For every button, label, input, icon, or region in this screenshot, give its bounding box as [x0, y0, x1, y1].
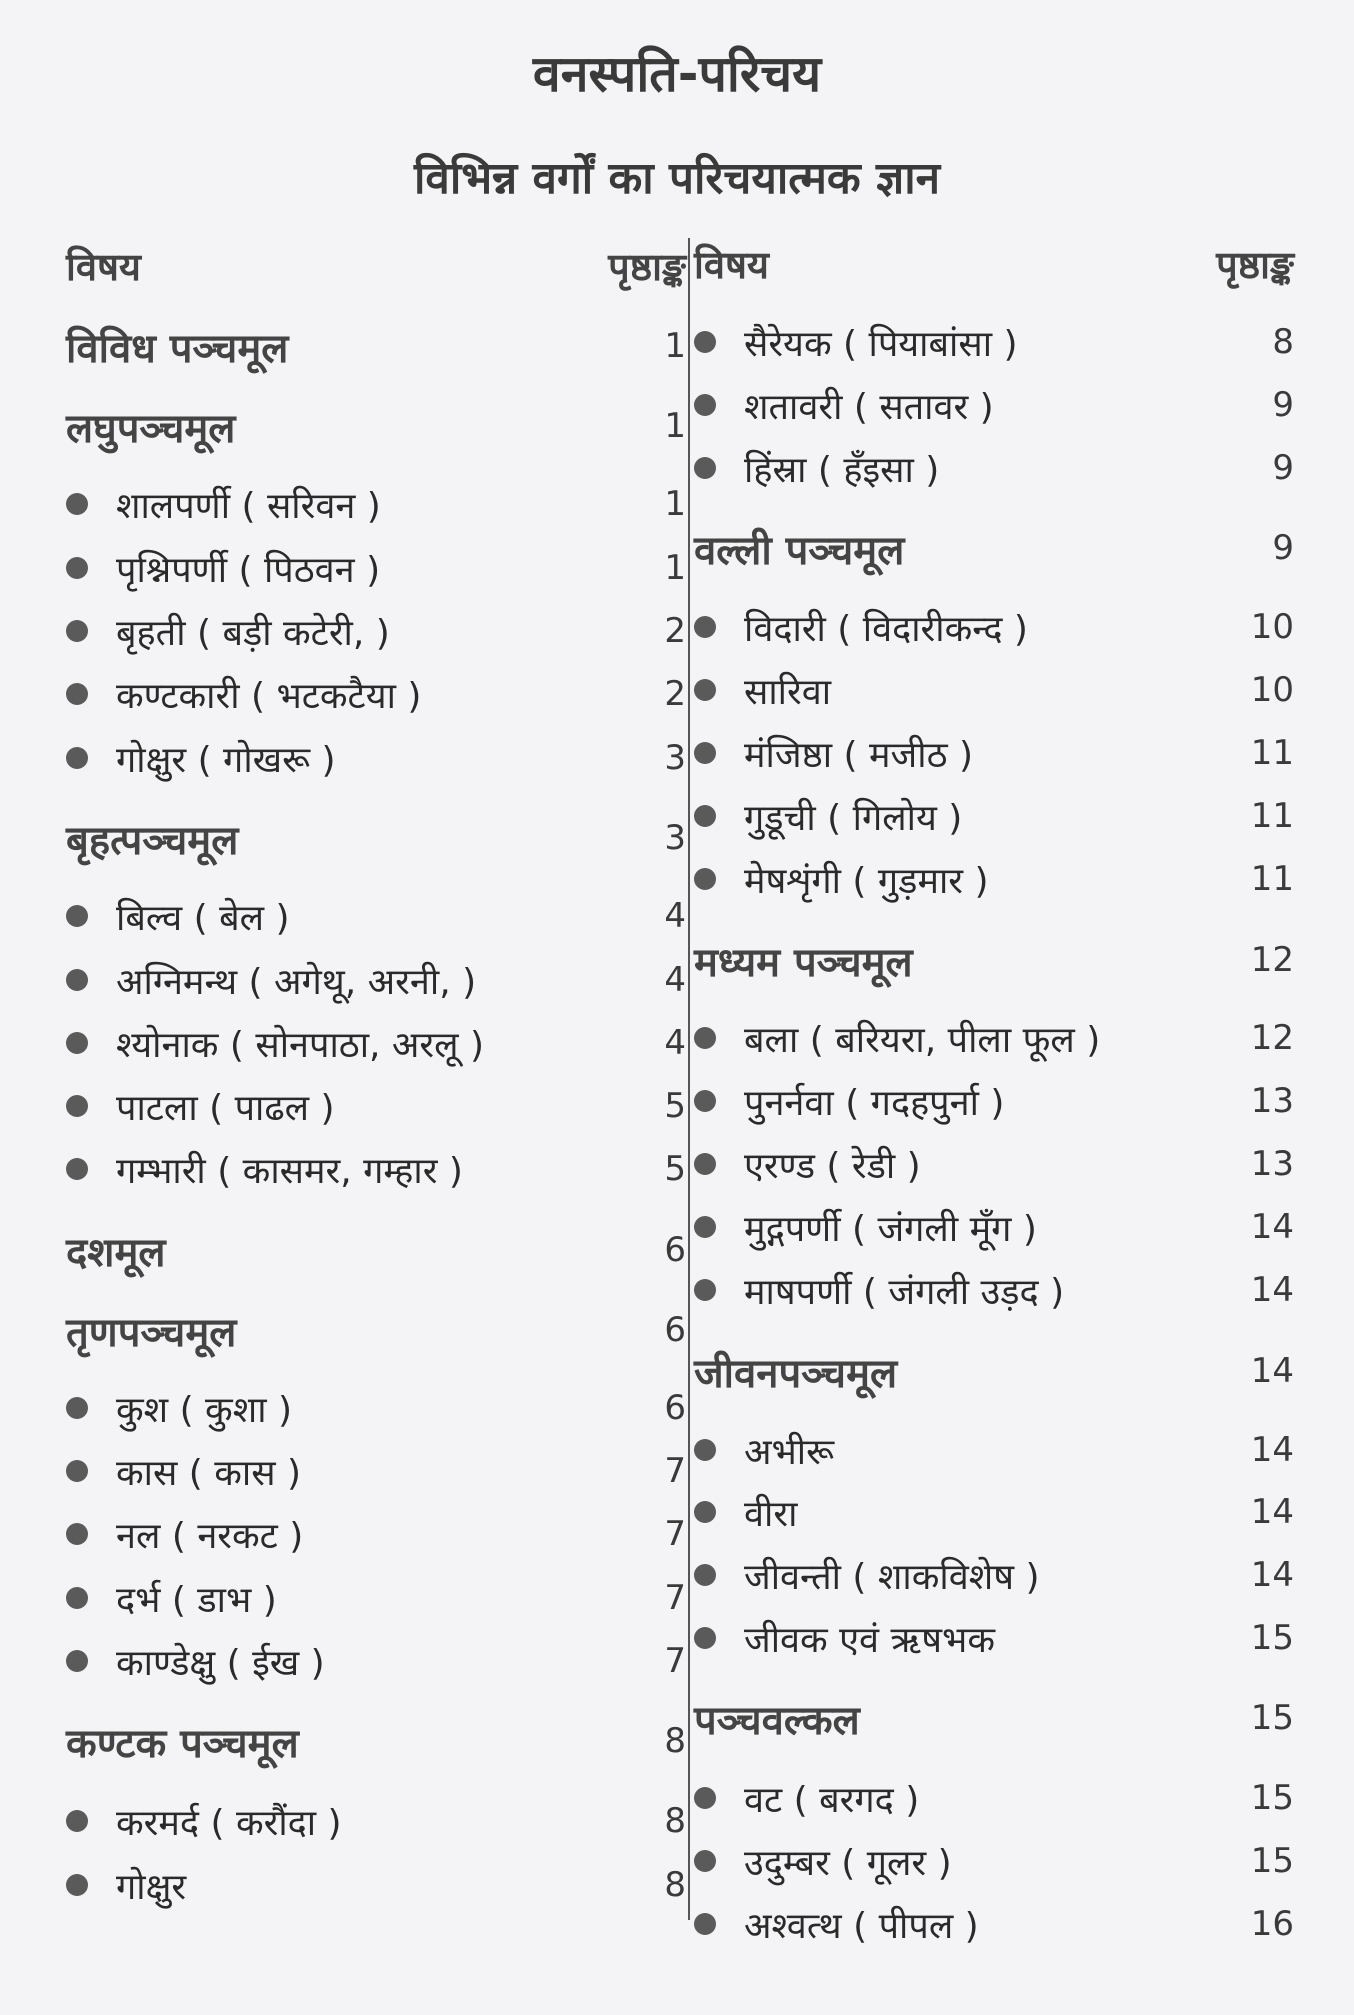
entry-row [66, 1857, 686, 1913]
entry-label-wrap [694, 318, 1018, 367]
section-row [66, 1302, 686, 1358]
page-number: 1 [664, 326, 686, 366]
entry-row [66, 1078, 686, 1134]
bullet-icon [66, 493, 88, 515]
entry-label: मेषशृंगी ( गुड़मार ) [744, 860, 989, 902]
entry-label: पृश्निपर्णी ( पिठवन ) [116, 549, 381, 591]
entry-row [66, 1443, 686, 1499]
page-number: 15 [1250, 1841, 1294, 1881]
entry-row [66, 730, 686, 786]
page-number: 7 [664, 1451, 686, 1491]
section-label: वल्ली पञ्चमूल [694, 527, 905, 574]
entry-label-wrap [694, 1488, 797, 1537]
section-row [66, 810, 686, 866]
bullet-icon [66, 1032, 88, 1054]
page-number: 14 [1250, 1430, 1294, 1470]
entry-row [694, 662, 1294, 718]
entry-label: कण्टकारी ( भटकटैया ) [116, 675, 422, 717]
page-number: 1 [664, 406, 686, 446]
entry-label-wrap [694, 1203, 1037, 1252]
entry-label: दर्भ ( डाभ ) [116, 1579, 277, 1621]
entry-label-wrap [66, 956, 476, 1005]
entry-row [694, 1770, 1294, 1826]
section-row [66, 1222, 686, 1278]
bullet-icon [694, 1627, 716, 1649]
page-number: 8 [664, 1865, 686, 1905]
page-number: 4 [664, 1023, 686, 1063]
bullet-icon [66, 1810, 88, 1832]
page-number: 7 [664, 1514, 686, 1554]
page-number: 10 [1250, 670, 1294, 710]
entry-row [694, 1422, 1294, 1478]
entry-label-wrap [694, 1426, 834, 1475]
entry-label: हिंस्रा ( हँइसा ) [744, 449, 940, 491]
entry-label-wrap [694, 1266, 1064, 1315]
page-number: 3 [664, 818, 686, 858]
bullet-icon [66, 1587, 88, 1609]
bullet-icon [694, 1787, 716, 1809]
entry-label-wrap [694, 603, 1028, 652]
page-number: 14 [1250, 1207, 1294, 1247]
entry-label-wrap [66, 1145, 463, 1194]
page-number: 14 [1250, 1555, 1294, 1595]
bullet-icon [66, 1460, 88, 1482]
bullet-icon [694, 1439, 716, 1461]
page-number: 8 [1272, 322, 1294, 362]
page-number: 6 [664, 1310, 686, 1350]
section-label: विविध पञ्चमूल [66, 325, 289, 372]
page-number: 4 [664, 960, 686, 1000]
entry-label: श्योनाक ( सोनपाठा, अरलू ) [116, 1024, 485, 1066]
page-number: 11 [1250, 796, 1294, 836]
section-row [66, 1713, 686, 1769]
entry-label: गोक्षुर [116, 1866, 187, 1908]
entry-label-wrap [66, 1510, 303, 1559]
bullet-icon [694, 1153, 716, 1175]
entry-row [694, 1833, 1294, 1889]
entry-row [694, 1073, 1294, 1129]
entry-row [66, 888, 686, 944]
bullet-icon [66, 557, 88, 579]
bullet-icon [694, 331, 716, 353]
bullet-icon [694, 1279, 716, 1301]
entry-label: अश्वत्थ ( पीपल ) [744, 1905, 979, 1947]
section-label: बृहत्पञ्चमूल [66, 817, 239, 864]
subject-heading: विषय [694, 243, 769, 287]
entry-label-wrap [66, 480, 381, 529]
page-number: 12 [1250, 1018, 1294, 1058]
entry-row [694, 1484, 1294, 1540]
page-number: 8 [664, 1801, 686, 1841]
entry-label: शालपर्णी ( सरिवन ) [116, 485, 381, 527]
entry-row [694, 1547, 1294, 1603]
bullet-icon [66, 905, 88, 927]
page-number: 14 [1250, 1492, 1294, 1532]
entry-row [66, 1141, 686, 1197]
entry-row [694, 599, 1294, 655]
bullet-icon [694, 805, 716, 827]
entry-label-wrap [66, 1384, 292, 1433]
entry-row [66, 1570, 686, 1626]
entry-label: मंजिष्ठा ( मजीठ ) [744, 734, 973, 776]
subject-heading: विषय [66, 245, 141, 289]
bullet-icon [694, 457, 716, 479]
entry-label-wrap [694, 1614, 995, 1663]
entry-label-wrap [66, 892, 290, 941]
page-number: 15 [1250, 1698, 1294, 1738]
entry-row [694, 1610, 1294, 1666]
section-row [66, 398, 686, 454]
bullet-icon [694, 1564, 716, 1586]
entry-label-wrap [66, 1861, 186, 1910]
page-number: 6 [664, 1230, 686, 1270]
bullet-icon [694, 394, 716, 416]
page-number: 6 [664, 1388, 686, 1428]
bullet-icon [694, 616, 716, 638]
entry-label: पुनर्नवा ( गदहपुर्ना ) [744, 1082, 1005, 1124]
entry-row [694, 1199, 1294, 1255]
page-number: 5 [664, 1149, 686, 1189]
entry-label: गम्भारी ( कासमर, गम्हार ) [116, 1150, 463, 1192]
column-divider [688, 238, 690, 1920]
section-row [694, 520, 1294, 576]
section-label: लघुपञ्चमूल [66, 405, 236, 452]
entry-label: गुडूची ( गिलोय ) [744, 797, 963, 839]
entry-label: काण्डेक्षु ( ईख ) [116, 1642, 325, 1684]
section-label: तृणपञ्चमूल [66, 1309, 237, 1356]
page-number: 1 [664, 484, 686, 524]
entry-label: सैरेयक ( पियाबांसा ) [744, 323, 1018, 365]
page-subtitle: विभिन्न वर्गों का परिचयात्मक ज्ञान [413, 153, 941, 204]
entry-label-wrap [66, 1574, 277, 1623]
entry-label-wrap [694, 792, 962, 841]
entry-label: करमर्द ( करौंदा ) [116, 1802, 342, 1844]
entry-label: वट ( बरगद ) [744, 1779, 920, 1821]
entry-row [66, 476, 686, 532]
page-number: 15 [1250, 1618, 1294, 1658]
page-number: 1 [664, 548, 686, 588]
page-number: 11 [1250, 733, 1294, 773]
entry-row [694, 314, 1294, 370]
bullet-icon [66, 1397, 88, 1419]
bullet-icon [694, 1850, 716, 1872]
entry-label: अभीरू [744, 1431, 835, 1473]
entry-row [694, 1262, 1294, 1318]
page-number: 13 [1250, 1144, 1294, 1184]
entry-label-wrap [694, 1900, 979, 1949]
entry-row [66, 603, 686, 659]
entry-label-wrap [66, 1019, 484, 1068]
page-number: 7 [664, 1578, 686, 1618]
entry-label: शतावरी ( सतावर ) [744, 386, 994, 428]
page-number: 5 [664, 1086, 686, 1126]
section-row [694, 1343, 1294, 1399]
entry-label: कुश ( कुशा ) [116, 1389, 292, 1431]
page-number: 9 [1272, 385, 1294, 425]
bullet-icon [694, 742, 716, 764]
entry-label-wrap [66, 670, 421, 719]
entry-row [66, 1633, 686, 1689]
section-row [66, 318, 686, 374]
entry-label-wrap [66, 544, 380, 593]
entry-label-wrap [694, 729, 973, 778]
bullet-icon [66, 969, 88, 991]
entry-row [694, 1896, 1294, 1952]
entry-label-wrap [694, 1014, 1100, 1063]
entry-row [694, 851, 1294, 907]
entry-label-wrap [66, 1447, 301, 1496]
page-number: 11 [1250, 859, 1294, 899]
page-title: वनस्पति-परिचय [532, 45, 822, 103]
entry-label: कास ( कास ) [116, 1452, 302, 1494]
page-heading: पृष्ठाङ्क [608, 245, 686, 289]
entry-label-wrap [694, 1077, 1004, 1126]
page-number: 2 [664, 611, 686, 651]
bullet-icon [66, 1874, 88, 1896]
entry-label-wrap [66, 1637, 325, 1686]
entry-label-wrap [66, 607, 390, 656]
entry-label-wrap [694, 444, 939, 493]
page-number: 4 [664, 896, 686, 936]
entry-label: बला ( बरियरा, पीला फूल ) [744, 1019, 1101, 1061]
entry-label-wrap [694, 1551, 1039, 1600]
entry-label: मुद्गपर्णी ( जंगली मूँग ) [744, 1208, 1037, 1250]
page-number: 9 [1272, 448, 1294, 488]
entry-label: जीवक एवं ऋषभक [744, 1619, 995, 1661]
entry-row [66, 1015, 686, 1071]
entry-label-wrap [694, 855, 989, 904]
section-row [694, 932, 1294, 988]
bullet-icon [66, 1523, 88, 1545]
entry-label: वीरा [744, 1493, 798, 1535]
page-number: 3 [664, 738, 686, 778]
entry-label-wrap [66, 1082, 335, 1131]
bullet-icon [694, 1913, 716, 1935]
bullet-icon [66, 620, 88, 642]
bullet-icon [694, 1216, 716, 1238]
page-number: 16 [1250, 1904, 1294, 1944]
section-row [694, 1690, 1294, 1746]
entry-row [66, 1506, 686, 1562]
section-label: पञ्चवल्कल [694, 1697, 860, 1744]
page-number: 12 [1250, 940, 1294, 980]
page-number: 14 [1250, 1270, 1294, 1310]
bullet-icon [694, 868, 716, 890]
bullet-icon [694, 679, 716, 701]
page-heading: पृष्ठाङ्क [1216, 243, 1294, 287]
page-number: 10 [1250, 607, 1294, 647]
entry-label: बृहती ( बड़ी कटेरी, ) [116, 612, 390, 654]
bullet-icon [66, 1158, 88, 1180]
entry-label-wrap [694, 666, 831, 715]
bullet-icon [66, 1095, 88, 1117]
section-label: दशमूल [66, 1229, 166, 1276]
entry-row [694, 1136, 1294, 1192]
entry-label: सारिवा [744, 671, 832, 713]
page-number: 13 [1250, 1081, 1294, 1121]
entry-label: बिल्व ( बेल ) [116, 897, 290, 939]
page-number: 8 [664, 1721, 686, 1761]
entry-row [66, 1380, 686, 1436]
entry-row [694, 440, 1294, 496]
page-number: 2 [664, 674, 686, 714]
entry-label-wrap [66, 1797, 342, 1846]
section-label: कण्टक पञ्चमूल [66, 1720, 299, 1767]
entry-label: एरण्ड ( रेडी ) [744, 1145, 921, 1187]
page-number: 7 [664, 1641, 686, 1681]
page-number: 15 [1250, 1778, 1294, 1818]
page-number: 9 [1272, 528, 1294, 568]
entry-label-wrap [694, 1140, 921, 1189]
entry-row [694, 1010, 1294, 1066]
entry-label: पाटला ( पाढल ) [116, 1087, 335, 1129]
entry-label-wrap [66, 734, 336, 783]
left-column-header [66, 238, 686, 294]
bullet-icon [694, 1090, 716, 1112]
entry-label: गोक्षुर ( गोखरू ) [116, 739, 336, 781]
entry-label-wrap [694, 1774, 919, 1823]
entry-row [694, 725, 1294, 781]
entry-row [66, 666, 686, 722]
entry-label: माषपर्णी ( जंगली उड़द ) [744, 1271, 1065, 1313]
entry-label-wrap [694, 381, 994, 430]
bullet-icon [66, 747, 88, 769]
right-column-header [694, 236, 1294, 292]
entry-label: जीवन्ती ( शाकविशेष ) [744, 1556, 1040, 1598]
entry-row [694, 788, 1294, 844]
entry-label: उदुम्बर ( गूलर ) [744, 1842, 952, 1884]
section-label: मध्यम पञ्चमूल [694, 939, 913, 986]
bullet-icon [66, 1650, 88, 1672]
entry-label-wrap [694, 1837, 952, 1886]
bullet-icon [694, 1501, 716, 1523]
entry-label: विदारी ( विदारीकन्द ) [744, 608, 1028, 650]
entry-row [694, 377, 1294, 433]
bullet-icon [694, 1027, 716, 1049]
page-number: 14 [1250, 1351, 1294, 1391]
entry-row [66, 540, 686, 596]
section-label: जीवनपञ्चमूल [694, 1350, 898, 1397]
entry-row [66, 1793, 686, 1849]
entry-label: नल ( नरकट ) [116, 1515, 304, 1557]
entry-label: अग्निमन्थ ( अगेथू, अरनी, ) [116, 961, 477, 1003]
bullet-icon [66, 683, 88, 705]
entry-row [66, 952, 686, 1008]
